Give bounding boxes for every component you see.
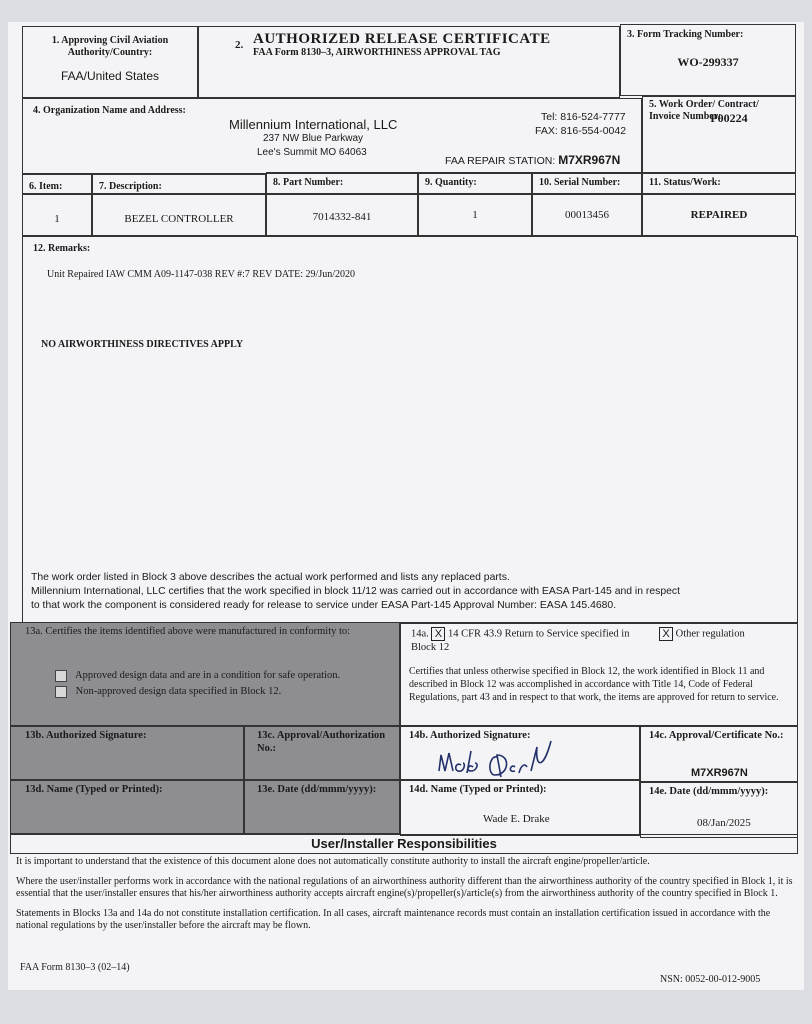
responsibilities-title: User/Installer Responsibilities: [311, 836, 497, 851]
header-part-number: 8. Part Number:: [266, 172, 418, 194]
repair-station-label: FAA REPAIR STATION:: [445, 155, 556, 167]
row-part-number: 7014332-841: [266, 194, 418, 236]
block14a-option1: [411, 627, 631, 654]
row-description: BEZEL CONTROLLER: [92, 194, 266, 236]
block14a-option2: [659, 627, 745, 641]
option2-text: Other regulation: [675, 628, 745, 640]
block14c-value: M7XR967N: [691, 767, 748, 779]
row-serial-number: 00013456: [532, 194, 642, 236]
remarks-line2: NO AIRWORTHINESS DIRECTIVES APPLY: [41, 339, 244, 350]
footer-form-number: FAA Form 8130–3 (02–14): [20, 962, 130, 973]
block14a-cell: [400, 622, 798, 726]
checkbox-approved-design[interactable]: [55, 670, 67, 682]
block3-cell: [620, 24, 796, 96]
responsibilities-p1: It is important to understand that the existence of this document alone does not automatically constitute authority to install the aircraft engine/propeller/article.: [16, 856, 650, 867]
org-address1: 237 NW Blue Parkway: [263, 133, 364, 144]
block13b-cell: 13b. Authorized Signature:: [10, 726, 244, 780]
block13a-option2: [55, 685, 281, 698]
block13d-cell: 13d. Name (Typed or Printed):: [10, 780, 244, 834]
block5-value: P00224: [710, 111, 748, 125]
responsibilities-p2: Where the user/installer performs work in accordance with the national regulations of an airworthiness authority different than the airworthiness authority of the country specified in Block 1, it is essential that the user/installer ensures that his/her airworthiness authority accepts aircraft engine(s)/propeller(s)/article(s) from the airworthiness authority of the country specified in Block 1.: [16, 876, 793, 899]
row-status: REPAIRED: [642, 194, 796, 236]
block5-label: 5. Work Order/ Contract/ Invoice Number:: [649, 99, 759, 122]
block4-label: 4. Organization Name and Address:: [33, 105, 186, 116]
block2-number: 2.: [235, 39, 244, 51]
footer-nsn: NSN: 0052-00-012-9005: [660, 974, 761, 985]
block14d-label: 14d. Name (Typed or Printed):: [409, 784, 547, 795]
remarks-label: 12. Remarks:: [33, 243, 91, 254]
org-tel: Tel: 816-524-7777: [541, 111, 626, 123]
row-quantity: 1: [418, 194, 532, 236]
checkbox-14cfr-return[interactable]: X: [431, 627, 445, 641]
block14e-value: 08/Jan/2025: [697, 817, 751, 829]
block3-label: 3. Form Tracking Number:: [627, 29, 744, 40]
checkbox-other-regulation[interactable]: X: [659, 627, 673, 641]
org-fax: FAX: 816-554-0042: [535, 125, 627, 137]
block14a-prefix: 14a.: [411, 628, 429, 640]
block13e-cell: 13e. Date (dd/mmm/yyyy):: [244, 780, 400, 834]
block14d-value: Wade E. Drake: [483, 813, 550, 825]
statement-line1: The work order listed in Block 3 above describes the actual work performed and lists any replaced parts.: [31, 572, 510, 583]
block1-value: FAA/United States: [60, 69, 160, 83]
block3-value: WO-299337: [677, 55, 739, 69]
block14d-cell: [400, 780, 640, 836]
option1-text: 14 CFR 43.9 Return to Service specified in Block 12: [411, 628, 630, 653]
responsibilities-title-cell: [10, 834, 798, 854]
responsibilities-body: [16, 856, 794, 932]
responsibilities-p3: Statements in Blocks 13a and 14a do not constitute installation certification. In all cases, aircraft maintenance records must contain an installation certification issued in accordance with the national regulations by the user/installer before the aircraft may be flown.: [16, 908, 771, 931]
option2-label: Non-approved design data specified in Block 12.: [75, 686, 282, 697]
block4-cell: [22, 98, 642, 174]
header-status: 11. Status/Work:: [642, 172, 796, 194]
row-item: 1: [22, 194, 92, 236]
header-description: 7. Description:: [92, 174, 266, 194]
block5-cell: [642, 96, 796, 174]
signature-graphic: [431, 737, 561, 783]
block13a-option1: [55, 669, 340, 682]
org-address2: Lee's Summit MO 64063: [257, 147, 367, 158]
block1-cell: [22, 26, 198, 98]
block13c-cell: 13c. Approval/Authorization No.:: [244, 726, 400, 780]
repair-station-value: M7XR967N: [558, 153, 621, 167]
block14b-label: 14b. Authorized Signature:: [409, 730, 531, 741]
form-title: AUTHORIZED RELEASE CERTIFICATE: [253, 31, 551, 47]
block2-cell: [198, 26, 620, 98]
certificate-sheet: [8, 22, 804, 990]
header-quantity: 9. Quantity:: [418, 172, 532, 194]
org-name: Millennium International, LLC: [229, 117, 398, 132]
block14b-cell: [400, 726, 640, 780]
remarks-statement: [31, 571, 680, 613]
block14e-label: 14e. Date (dd/mmm/yyyy):: [649, 786, 769, 797]
header-serial-number: 10. Serial Number:: [532, 172, 642, 194]
block14c-label: 14c. Approval/Certificate No.:: [649, 730, 784, 741]
remarks-line1: Unit Repaired IAW CMM A09-1147-038 REV #:7 REV DATE: 29/Jun/2020: [47, 269, 355, 280]
block12-cell: [22, 236, 798, 624]
block13a-label: 13a. Certifies the items identified above were manufactured in conformity to:: [25, 626, 351, 637]
block13a-cell: [10, 622, 400, 726]
option1-label: Approved design data and are in a condition for safe operation.: [75, 670, 341, 681]
block14e-cell: [640, 782, 798, 838]
statement-line3: to that work the component is considered ready for release to service under EASA Part-145 Approval Number: EASA 145.4680.: [31, 600, 617, 611]
statement-line2: Millennium International, LLC certifies that the work specified in block 11/12 was carried out in accordance with EASA Part-145 and in respect: [31, 586, 680, 597]
block14a-text: Certifies that unless otherwise specified in Block 12, the work identified in Block 11 and described in Block 12 was accomplished in accordance with Title 14, Code of Federal Regulations, part 43 and in respect to that work, the items are approved for return to service.: [409, 666, 779, 703]
block14c-cell: [640, 726, 798, 782]
header-item: 6. Item:: [22, 174, 92, 194]
block1-label: 1. Approving Civil Aviation Authority/Country:: [51, 35, 169, 58]
form-subtitle: FAA Form 8130–3, AIRWORTHINESS APPROVAL TAG: [253, 47, 501, 58]
repair-station: [445, 153, 620, 167]
checkbox-non-approved-design[interactable]: [55, 686, 67, 698]
